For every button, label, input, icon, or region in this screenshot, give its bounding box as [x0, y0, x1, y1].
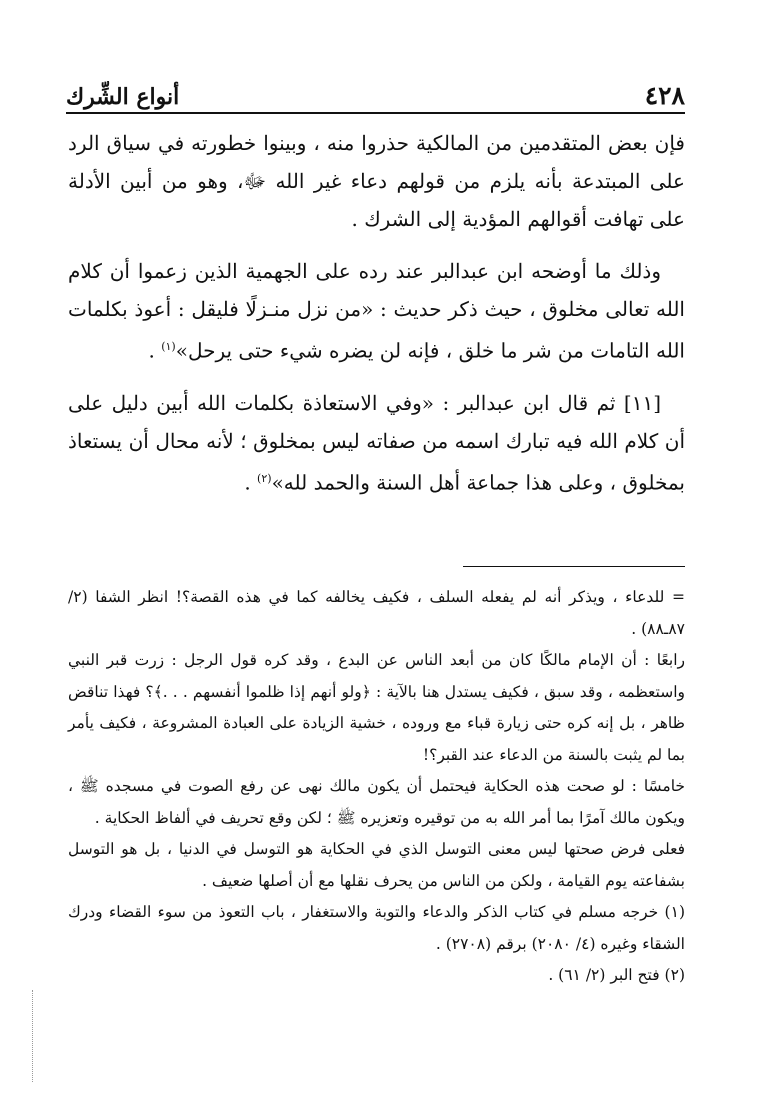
footnote-2: (٢) فتح البر (٢/ ٦١) . — [548, 966, 685, 984]
footnote-ref-1: (١) — [161, 340, 176, 353]
footnote-1: (١) خرجه مسلم في كتاب الذكر والدعاء والتوبة والاستغفار ، باب التعوذ من سوء القضاء ودرك الشقاء وغيره (٤/ ٢٠٨٠) برقم (٢٧٠٨) . — [68, 903, 685, 953]
note-continuation: = للدعاء ، ويذكر أنه لم يفعله السلف ، فكيف يخالفه كما في هذه القصة؟! انظر الشفا (٢/ ٨٧ـ٨٨) . — [68, 588, 685, 638]
paragraph-3 — [68, 384, 685, 502]
footnote-divider — [463, 566, 685, 567]
page-number: ٤٢٨ — [644, 81, 685, 110]
main-text — [68, 124, 685, 515]
margin-marks — [32, 990, 35, 1082]
paragraph-1: فإن بعض المتقدمين من المالكية حذروا منه ، وبينوا خطورته في سياق الرد على المبتدعة بأنه يلزم من قولهم دعاء غير الله ﷻ، وهو من أبين الأدلة على تهافت أقوالهم المؤدية إلى الشرك . — [68, 131, 685, 231]
paragraph-2 — [68, 252, 685, 370]
page-header — [66, 72, 685, 114]
paragraph-2-end: . — [148, 338, 162, 363]
note-fourth-point: رابعًا : أن الإمام مالكًا كان من أبعد الناس عن البدع ، وقد كره قول الرجل : زرت قبر النبي واستعظمه ، وقد سبق ، فكيف يستدل هنا بالآية : ﴿ولو أنهم إذا ظلموا أنفسهم . . .﴾؟ فهذا تناقض ظاهر ، بل إنه كره حتى زيارة قباء مع وروده ، خشية الزيادة على العبادة المشروعة ، فكيف يأمر بما لم يثبت بالسنة من الدعاء عند القبر؟! — [68, 651, 685, 764]
note-fifth-point: خامسًا : لو صحت هذه الحكاية فيحتمل أن يكون مالك نهى عن رفع الصوت في مسجده ﷺ ، ويكون مالك آمرًا بما أمر الله به من توقيره وتعزيره ﷺ ؛ لكن وقع تحريف في ألفاظ الحكاية . — [68, 777, 685, 827]
running-title: أنواع الشِّرك — [66, 84, 180, 110]
paragraph-3-end: . — [244, 470, 258, 495]
paragraph-2-text: وذلك ما أوضحه ابن عبدالبر عند رده على الجهمية الذين زعموا أن كلام الله تعالى مخلوق ، حيث ذكر حديث : «من نزل منـزلًا فليقل : أعوذ بكلمات الله التامات من شر ما خلق ، فإنه لن يضره شيء حتى يرحل» — [68, 259, 685, 363]
note-conclusion: فعلى فرض صحتها ليس معنى التوسل الذي في الحكاية هو التوسل في الدنيا ، بل هو التوسل بشفاعته يوم القيامة ، ولكن من الناس من يحرف نقلها مع أن أصلها ضعيف . — [68, 840, 685, 890]
paragraph-3-text: [١١] ثم قال ابن عبدالبر : «وفي الاستعاذة بكلمات الله أبين دليل على أن كلام الله فيه تبارك اسمه من صفاته ليس بمخلوق ؛ لأنه محال أن يستعاذ بمخلوق ، وعلى هذا جماعة أهل السنة والحمد لله» — [68, 390, 685, 495]
footnote-ref-2: (٢) — [257, 471, 272, 485]
footnotes — [68, 582, 685, 992]
